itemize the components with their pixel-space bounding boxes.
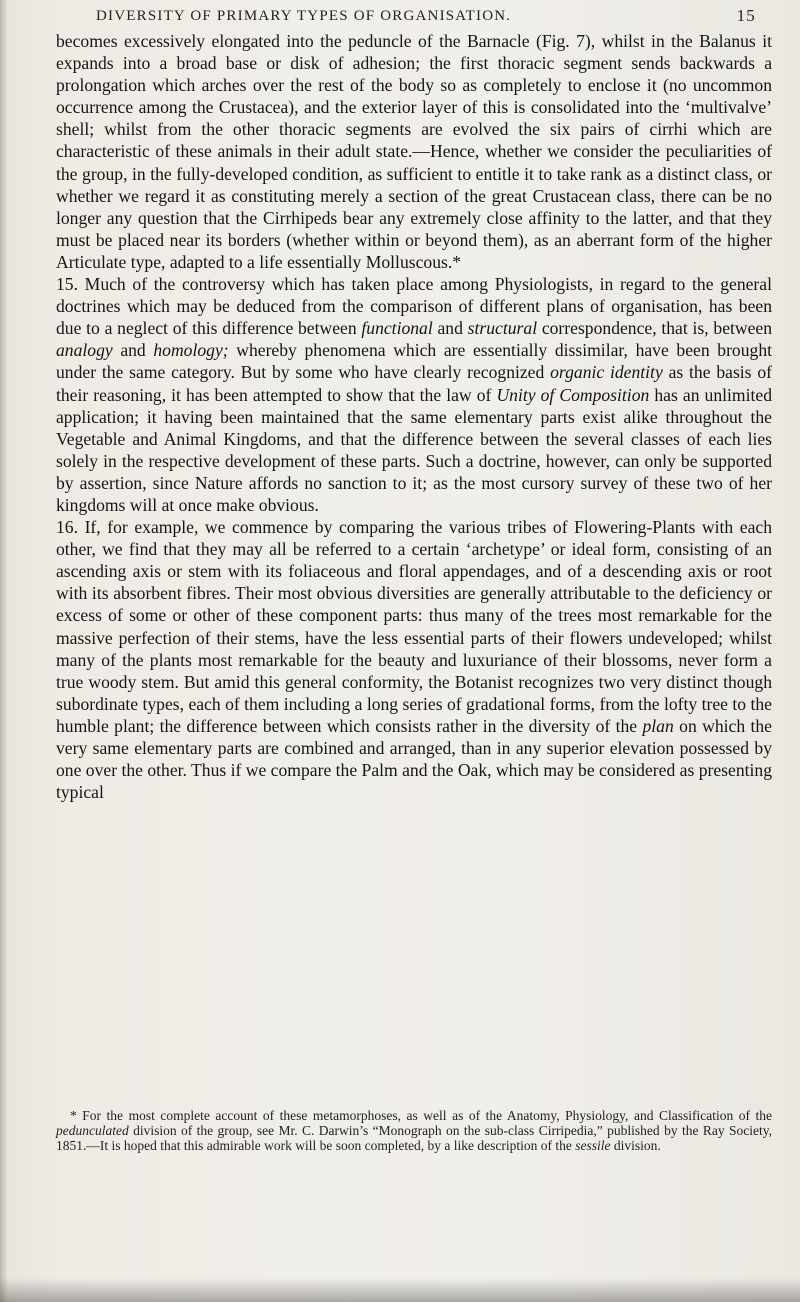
italic-text: plan [642, 715, 674, 736]
text-run: division of the group, see Mr. C. Darwin’s “Monograph on the sub-class Cirripedia,” published by the Ray Society, 1851.—It is hoped that this admirable work will be soon completed, by a like description of the [56, 1123, 772, 1154]
running-head [96, 6, 756, 28]
footnote-paragraph [56, 1108, 772, 1154]
paragraph [56, 273, 772, 516]
paragraph [56, 516, 772, 803]
text-run: and [432, 318, 468, 339]
text-run: as the basis of their reasoning, it has been attempted to show that the law of [56, 362, 772, 405]
running-title: DIVERSITY OF PRIMARY TYPES OF ORGANISATION. [96, 8, 512, 24]
italic-text: analogy [56, 340, 113, 361]
text-run: and [112, 340, 154, 361]
italic-text: functional [361, 318, 433, 339]
italic-text: organic identity [550, 362, 663, 383]
text-run: on which the very same elementary parts are combined and arranged, than in any superior elevation possessed by one over the other. Thus if we compare the Palm and the Oak, which may be considered as presenting typical [56, 715, 772, 803]
text-run: whereby phenomena which are essentially dissimilar, have been brought under the same category. But by some who have clearly recognized [56, 340, 772, 383]
text-run: 16. If, for example, we commence by comparing the various tribes of Flowering-Plants with each other, we find that they may all be referred to a certain ‘archetype’ or ideal form, consisting of an ascending axis or stem with its foliaceous and floral appendages, and of a descending axis or root with its absorbent fibres. Their most obvious diversities are generally attributable to the deficiency or excess of some or other of these component parts: thus many of the trees most remarkable for the massive perfection of their stems, have the less essential parts of their flowers undeveloped; whilst many of the plants most remarkable for the beauty and luxuriance of their blossoms, never form a true woody stem. But amid this general conformity, the Botanist recognizes two very distinct though subordinate types, each of them including a long series of gradational forms, from the lofty tree to the humble plant; the difference between which consists rather in the diversity of the [56, 517, 772, 736]
italic-text: sessile [575, 1138, 611, 1154]
page-gutter-shadow [0, 0, 8, 1302]
italic-text: pedunculated [56, 1123, 129, 1139]
body-text [56, 30, 772, 803]
footnote [56, 1108, 772, 1154]
text-run: correspondence, that is, between [537, 318, 773, 339]
paragraph [56, 30, 772, 273]
text-run: becomes excessively elongated into the peduncle of the Barnacle (Fig. 7), whilst in the Balanus it expands into a broad base or disk of adhesion; the first thoracic segment sends backwards a prolongation which arches over the rest of the body so as completely to enclose it (no uncommon occurrence among the Crustacea), and the exterior layer of this is consolidated into the ‘multivalve’ shell; whilst from the other thoracic segments are evolved the six pairs of cirrhi which are characteristic of these animals in their adult state.—Hence, whether we consider the peculiarities of the group, in the fully-developed condition, as sufficient to entitle it to take rank as a distinct class, or whether we regard it as constituting merely a section of the great Crustacean class, there can be no longer any question that the Cirrhipeds bear any extremely close affinity to the latter, and that they must be placed near its borders (whether within or beyond them), as an aberrant form of the higher Articulate type, adapted to a life essentially Molluscous.* [56, 31, 772, 272]
page-number: 15 [736, 6, 756, 25]
text-run: * For the most complete account of these metamorphoses, as well as of the Anatomy, Physiology, and Classification of the [70, 1108, 772, 1123]
page-bottom-edge [0, 1278, 800, 1302]
text-run: division. [610, 1138, 661, 1154]
text-run: 15. Much of the controversy which has taken place among Physiologists, in regard to the general doctrines which may be deduced from the comparison of different plans of organisation, has been due to a neglect of this difference between [56, 274, 772, 339]
text-run: has an unlimited application; it having been maintained that the same elementary parts exist alike throughout the Vegetable and Animal Kingdoms, and that the difference between the several classes of each lies solely in the respective development of these parts. Such a doctrine, however, can only be supported by assertion, since Nature affords no sanction to it; as the most cursory survey of these two of her kingdoms will at once make obvious. [56, 384, 772, 515]
italic-text: homology; [153, 340, 229, 361]
italic-text: Unity of Composition [496, 384, 650, 405]
italic-text: structural [467, 318, 538, 339]
